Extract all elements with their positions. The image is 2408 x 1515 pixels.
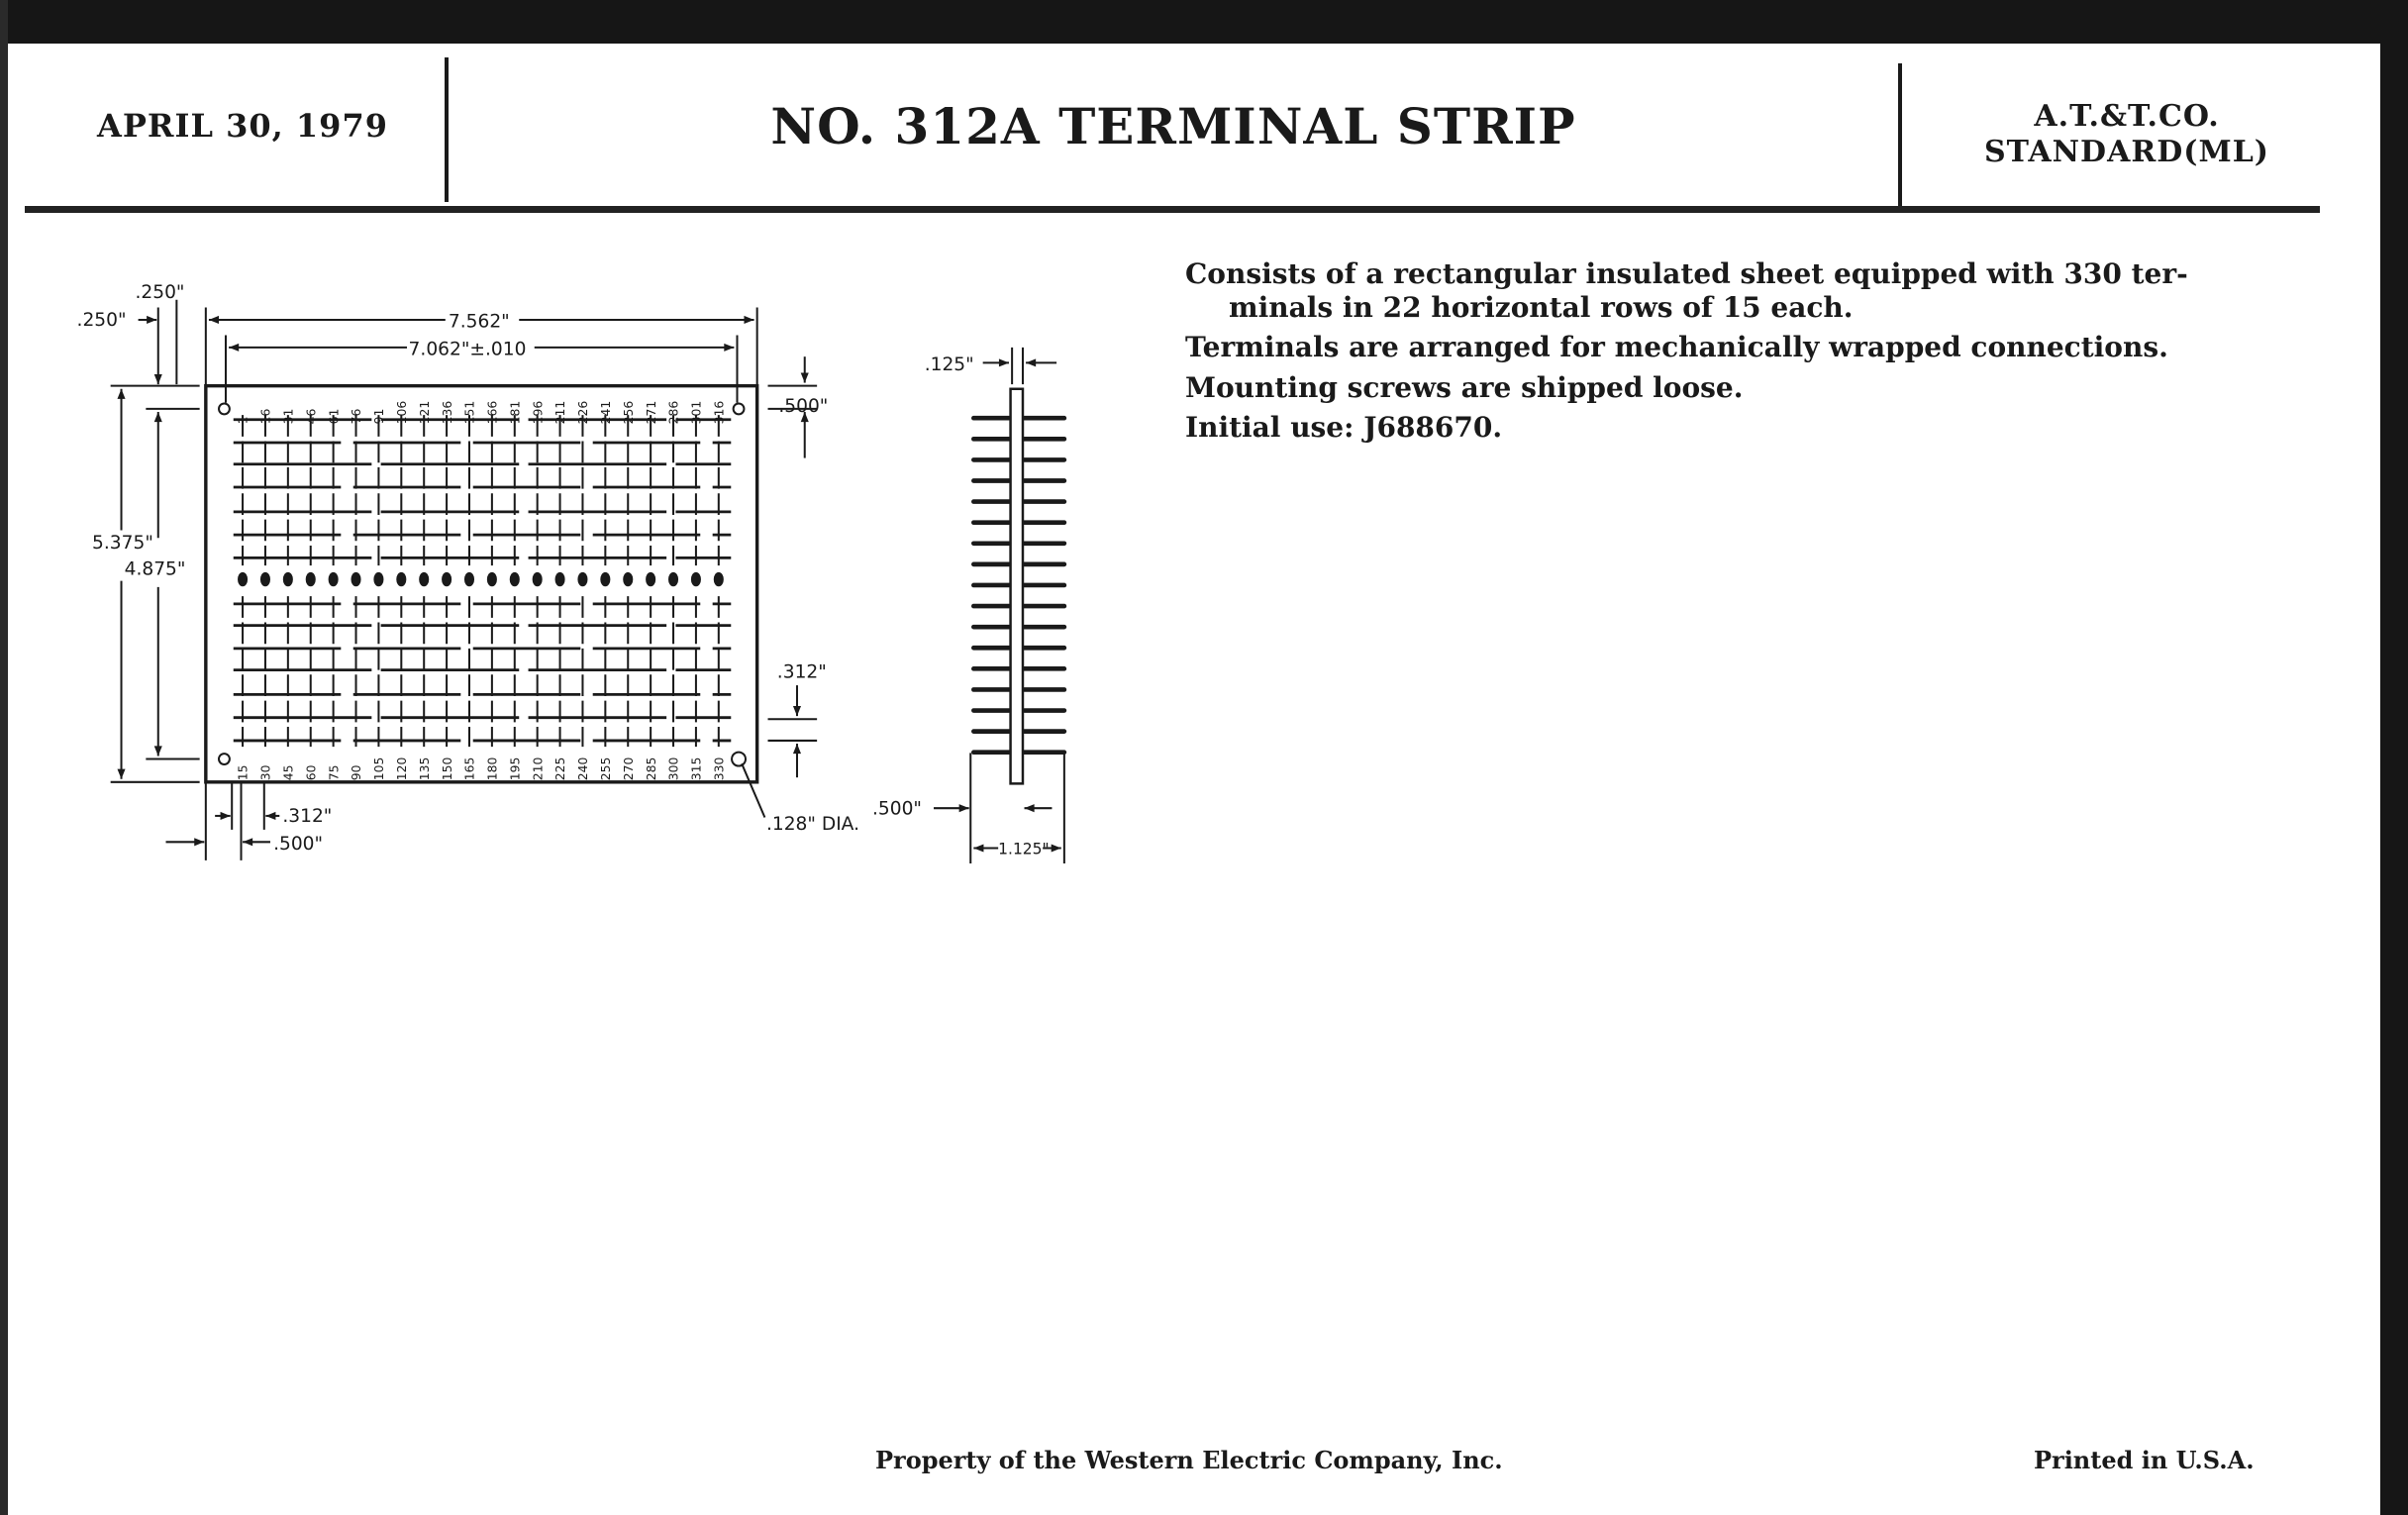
dim-label: .125" <box>924 354 974 376</box>
column-label-bottom: 270 <box>620 757 636 781</box>
terminal-dot <box>556 573 564 585</box>
column-label-top: 61 <box>326 408 342 425</box>
terminal-dot <box>488 573 496 585</box>
column-label-top: 181 <box>507 400 523 425</box>
column-label-top: 316 <box>711 400 727 425</box>
column-label-top: 46 <box>303 408 319 425</box>
column-label-top: 241 <box>598 400 614 425</box>
terminal-dot <box>692 573 700 585</box>
terminal-dot <box>307 573 315 585</box>
description-line: Initial use: J688670. <box>1185 411 1503 444</box>
column-label-bottom: 30 <box>257 764 273 781</box>
dim-label: .500" <box>871 798 922 820</box>
column-label-bottom: 15 <box>235 764 251 781</box>
column-label-bottom: 300 <box>665 757 681 781</box>
column-label-top: 286 <box>665 400 681 425</box>
standard-line-1: A.T.&T.CO. <box>2034 99 2220 134</box>
standard-line-2: STANDARD(ML) <box>1984 135 2269 169</box>
terminal-dot <box>465 573 473 585</box>
terminal-dot <box>624 573 632 585</box>
column-label-bottom: 45 <box>280 764 296 781</box>
mounting-hole <box>219 754 230 764</box>
column-label-bottom: 195 <box>507 757 523 781</box>
terminal-dot <box>669 573 677 585</box>
dim-label: .500" <box>273 834 324 856</box>
terminal-dot <box>420 573 428 585</box>
terminal-dot <box>647 573 654 585</box>
terminal-grid <box>234 415 732 747</box>
terminal-dot <box>284 573 292 585</box>
terminal-dot <box>578 573 586 585</box>
column-label-bottom: 120 <box>393 757 409 781</box>
issue-date: APRIL 30, 1979 <box>97 107 388 145</box>
column-label-bottom: 315 <box>688 757 704 781</box>
terminal-dot <box>511 573 519 585</box>
column-label-bottom: 255 <box>598 757 614 781</box>
terminal-dot <box>261 573 269 585</box>
column-label-bottom: 330 <box>711 757 727 781</box>
dim-label: 5.375" <box>92 533 153 555</box>
mounting-hole <box>734 403 745 414</box>
column-label-top: 1 <box>235 416 251 425</box>
column-label-bottom: 210 <box>530 757 546 781</box>
column-label-bottom: 285 <box>643 757 658 781</box>
page-title: NO. 312A TERMINAL STRIP <box>770 97 1576 155</box>
column-label-bottom: 135 <box>416 757 432 781</box>
terminal-dot <box>715 573 723 585</box>
column-label-top: 271 <box>643 400 658 425</box>
column-label-top: 226 <box>575 400 591 425</box>
terminal-dot <box>601 573 609 585</box>
column-label-bottom: 90 <box>349 764 364 781</box>
description-line: Consists of a rectangular insulated sheet equipped with 330 ter- <box>1185 257 2188 290</box>
column-label-top: 256 <box>620 400 636 425</box>
column-label-bottom: 60 <box>303 764 319 781</box>
column-label-top: 121 <box>416 400 432 425</box>
terminal-dot <box>443 573 451 585</box>
dim-label: 7.062"±.010 <box>408 339 527 360</box>
column-label-bottom: 240 <box>575 757 591 781</box>
column-label-top: 196 <box>530 400 546 425</box>
leader-line <box>742 763 764 817</box>
footer-printed: Printed in U.S.A. <box>2034 1446 2255 1474</box>
column-label-top: 76 <box>349 408 364 425</box>
column-label-bottom: 105 <box>371 757 387 781</box>
footer-property: Property of the Western Electric Company, Inc. <box>875 1446 1503 1474</box>
column-label-top: 106 <box>393 400 409 425</box>
column-label-top: 91 <box>371 408 387 425</box>
column-label-bottom: 75 <box>326 764 342 781</box>
terminal-dot <box>374 573 382 585</box>
column-label-bottom: 150 <box>439 757 454 781</box>
terminal-dot <box>397 573 405 585</box>
column-label-top: 31 <box>280 408 296 425</box>
column-label-bottom: 165 <box>461 757 477 781</box>
dim-label: .500" <box>778 396 829 418</box>
column-label-top: 16 <box>257 408 273 425</box>
dim-label: .312" <box>282 806 333 828</box>
terminal-dot <box>534 573 542 585</box>
dim-label: .250" <box>135 282 185 304</box>
description-line: Terminals are arranged for mechanically wrapped connections. <box>1185 331 2168 363</box>
description-line: minals in 22 horizontal rows of 15 each. <box>1229 291 1854 324</box>
column-label-bottom: 225 <box>552 757 568 781</box>
column-label-top: 211 <box>552 400 568 425</box>
side-view-terminals <box>973 418 1064 753</box>
terminal-dot <box>330 573 338 585</box>
terminal-dot <box>351 573 359 585</box>
dim-label: .250" <box>76 310 127 332</box>
dim-label: 7.562" <box>448 311 510 333</box>
terminal-dot <box>239 573 247 585</box>
column-label-top: 151 <box>461 400 477 425</box>
description-line: Mounting screws are shipped loose. <box>1185 371 1744 404</box>
dim-label: 4.875" <box>124 558 186 580</box>
column-label-bottom: 180 <box>484 757 500 781</box>
side-view-body <box>1011 389 1023 784</box>
dim-label: .312" <box>776 661 827 683</box>
column-label-top: 301 <box>688 400 704 425</box>
dim-label: 1.125" <box>998 840 1050 858</box>
mounting-hole <box>732 753 746 766</box>
dim-label: .128" DIA. <box>765 813 860 835</box>
mounting-hole <box>219 403 230 414</box>
column-label-top: 136 <box>439 400 454 425</box>
column-label-top: 166 <box>484 400 500 425</box>
